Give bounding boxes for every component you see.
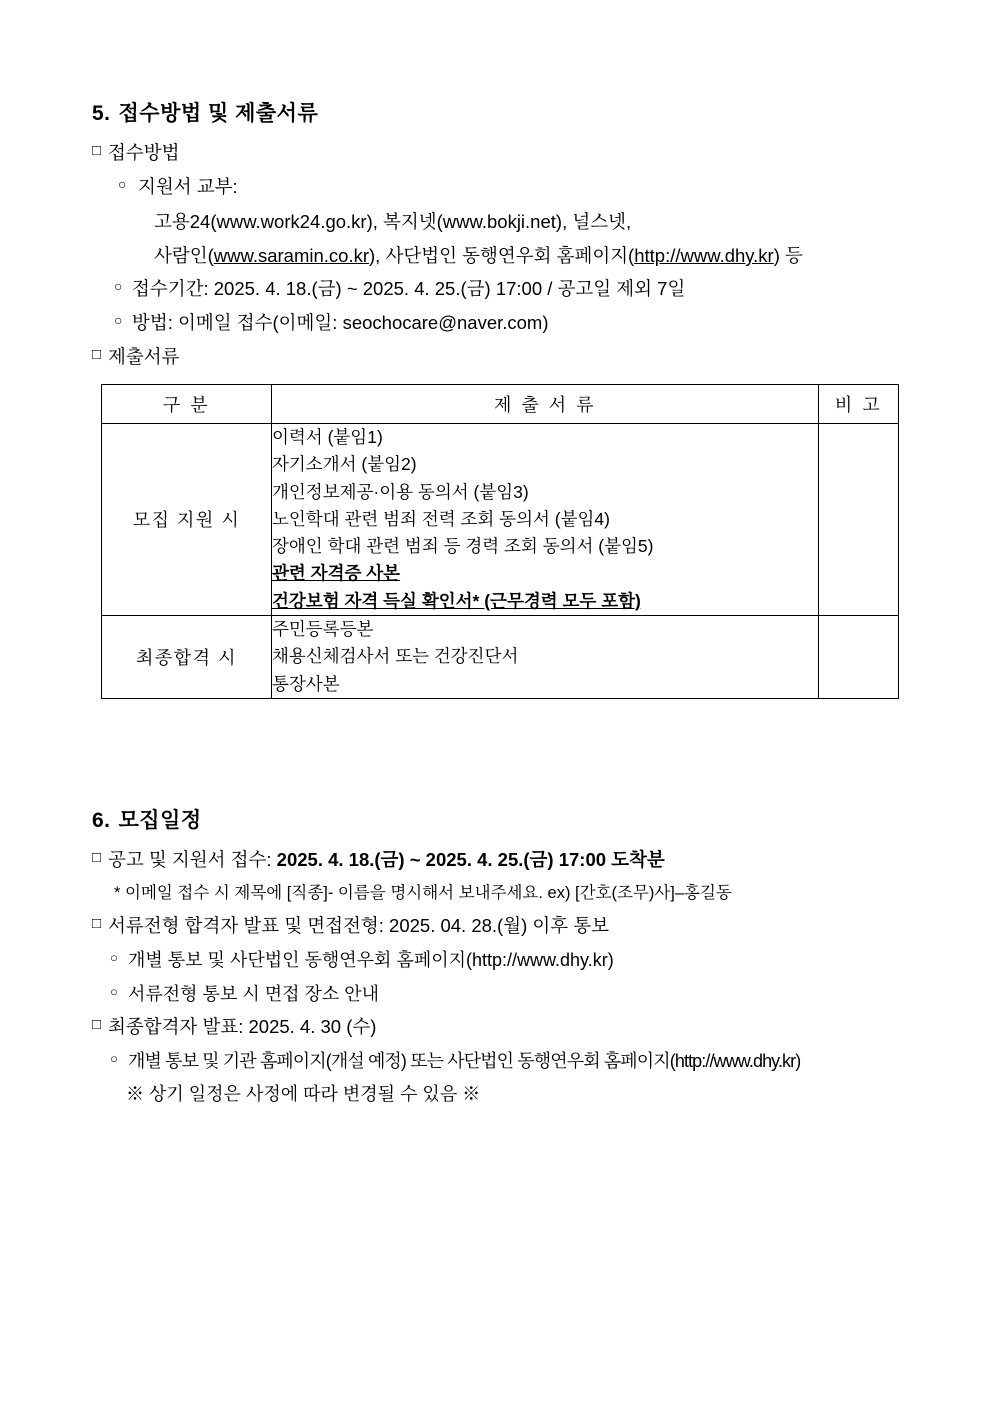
circle-bullet-icon: ○ <box>110 950 118 966</box>
list-item-submission-method <box>92 311 902 336</box>
doc-line: 장애인 학대 관련 범죄 등 경력 조회 동의서 (붙임5) <box>272 536 654 557</box>
section-5-title: 접수방법 및 제출서류 <box>118 102 319 125</box>
square-bullet-icon: □ <box>92 915 102 933</box>
square-bullet-icon: □ <box>92 1015 102 1033</box>
list-item-final-notice <box>92 1049 902 1073</box>
list-item-announcement <box>92 848 902 873</box>
column-header-gubun: 구 분 <box>102 384 272 423</box>
column-header-remarks: 비 고 <box>819 384 899 423</box>
section-6-number: 6. <box>92 808 111 832</box>
issue-channels-line-1: 고용24(www.work24.go.kr), 복지넷(www.bokji.net), 널스넷, <box>154 211 632 233</box>
list-item-receipt-period <box>92 277 902 302</box>
square-bullet-icon: □ <box>92 849 102 867</box>
doc-line: 주민등록등본 <box>272 619 374 639</box>
row-remarks-final <box>819 616 899 699</box>
list-item-final-result <box>92 1015 902 1040</box>
row-label-final: 최종합격 시 <box>102 616 272 699</box>
list-item-interview-location <box>92 982 902 1006</box>
circle-bullet-icon: ○ <box>114 311 123 328</box>
row-label-apply: 모집 지원 시 <box>102 423 272 615</box>
doc-line-emphasized <box>272 588 818 615</box>
list-item-screening-result <box>92 914 902 939</box>
circle-bullet-icon: ○ <box>110 983 118 999</box>
section-6-title: 모집일정 <box>118 808 202 832</box>
list-item-required-documents <box>92 345 902 370</box>
announcement-label: 공고 및 지원서 접수: <box>108 849 277 871</box>
square-bullet-icon: □ <box>92 345 102 363</box>
issue-line2-suffix: ) 등 <box>773 245 803 267</box>
receipt-period-text: 접수기간: 2025. 4. 18.(금) ~ 2025. 4. 25.(금) 17:00 / 공고일 제외 7일 <box>132 278 686 300</box>
doc-line: 이력서 (붙임1) <box>272 426 383 447</box>
screening-notice-text: 개별 통보 및 사단법인 동행연우회 홈페이지(http://www.dhy.kr) <box>128 950 614 971</box>
row-documents-final <box>272 616 819 699</box>
issue-line2-prefix: 사람인( <box>154 245 214 267</box>
application-issue-label: 지원서 교부: <box>138 176 238 198</box>
documents-table <box>101 384 899 699</box>
circle-bullet-icon: ○ <box>110 1050 117 1066</box>
screening-result-text: 서류전형 합격자 발표 및 면접전형: 2025. 04. 28.(월) 이후 통보 <box>108 915 610 937</box>
doc-line-certificate: 관련 자격증 사본 <box>272 563 401 584</box>
section-5-heading <box>92 100 902 127</box>
issue-channels-line-2 <box>92 243 902 269</box>
email-subject-note: * 이메일 접수 시 제목에 [직종]- 이름을 명시해서 보내주세요. ex) [간호(조무)사]–홍길동 <box>114 884 732 903</box>
section-spacer <box>92 699 902 807</box>
column-header-documents: 제 출 서 류 <box>272 384 819 423</box>
list-item-application-issue <box>92 175 902 200</box>
list-item-screening-notice <box>92 948 902 972</box>
section-6-heading <box>92 807 902 834</box>
receipt-method-label: 접수방법 <box>108 142 180 164</box>
row-remarks-apply <box>819 423 899 615</box>
table-row <box>102 423 899 615</box>
doc-line: 채용신체검사서 또는 건강진단서 <box>272 646 519 667</box>
list-item-receipt-method <box>92 141 902 166</box>
doc-line: 개인정보제공·이용 동의서 (붙임3) <box>272 481 529 502</box>
doc-line: 자기소개서 (붙임2) <box>272 454 417 475</box>
saramin-link[interactable]: www.saramin.co.kr <box>213 245 370 267</box>
doc-line-emphasized <box>272 560 818 587</box>
submission-method-text: 방법: 이메일 접수(이메일: seochocare@naver.com) <box>132 311 549 333</box>
section-5-number: 5. <box>92 102 111 125</box>
final-result-text: 최종합격자 발표: 2025. 4. 30 (수) <box>108 1015 377 1037</box>
schedule-change-note: ※ 상기 일정은 사정에 따라 변경될 수 있음 ※ <box>126 1084 481 1105</box>
interview-location-text: 서류전형 통보 시 면접 장소 안내 <box>128 983 380 1004</box>
issue-line2-middle: ), 사단법인 동행연우회 홈페이지( <box>369 245 635 267</box>
circle-bullet-icon: ○ <box>118 176 127 193</box>
square-bullet-icon: □ <box>92 142 102 160</box>
required-documents-label: 제출서류 <box>108 345 180 367</box>
final-notice-text: 개별 통보 및 기관 홈페이지(개설 예정) 또는 사단법인 동행연우회 홈페이지(http://www.dhy.kr) <box>128 1050 801 1071</box>
circle-bullet-icon: ○ <box>114 278 123 295</box>
row-documents-apply <box>272 423 819 615</box>
table-row <box>102 616 899 699</box>
doc-line-insurance: 건강보험 자격 득실 확인서* (근무경력 모두 포함) <box>272 590 641 611</box>
announcement-value: 2025. 4. 18.(금) ~ 2025. 4. 25.(금) 17:00 도착분 <box>276 849 665 871</box>
doc-line: 통장사본 <box>272 673 340 694</box>
dhy-homepage-link[interactable]: http://www.dhy.kr <box>634 245 774 267</box>
doc-line: 노인학대 관련 범죄 전력 조회 동의서 (붙임4) <box>272 508 610 529</box>
table-header-row <box>102 384 899 423</box>
document-content <box>92 100 902 1107</box>
